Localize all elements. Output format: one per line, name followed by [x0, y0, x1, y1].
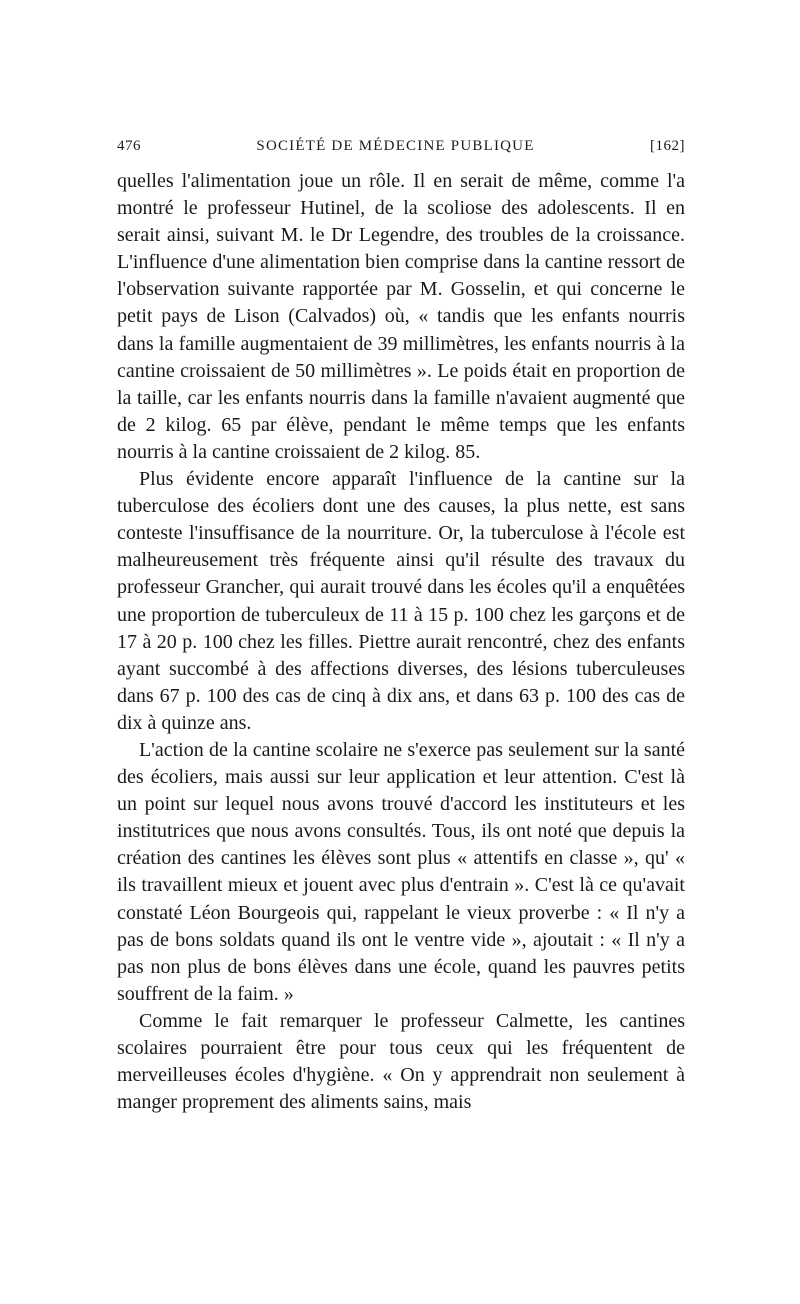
document-page [117, 138, 685, 1116]
paragraph-1: quelles l'alimentation joue un rôle. Il en serait de même, comme l'a montré le professeur Hutinel, de la scoliose des adolescents. Il en serait ainsi, suivant M. le Dr Legendre, des troubles de la croissance. L'influence d'une alimentation bien comprise dans la cantine ressort de l'observation suivante rapportée par M. Gosselin, et qui concerne le petit pays de Lison (Calvados) où, « tandis que les enfants nourris dans la famille augmentaient de 39 millimètres, les enfants nourris à la cantine croissaient de 50 millimètres ». Le poids était en proportion de la taille, car les enfants nourris dans la famille n'avaient augmenté que de 2 kilog. 65 par élève, pendant le même temps que les enfants nourris à la cantine croissaient de 2 kilog. 85. [117, 170, 685, 463]
running-title: SOCIÉTÉ DE MÉDECINE PUBLIQUE [256, 138, 535, 154]
page-number: 476 [117, 138, 141, 154]
paragraph-2: Plus évidente encore apparaît l'influence de la cantine sur la tuberculose des écoliers dont une des causes, la plus nette, est sans conteste l'insuffisance de la nourriture. Or, la tuberculose à l'école est malheureusement très fréquente ainsi qu'il résulte des travaux du professeur Grancher, qui aurait trouvé dans les écoles qu'il a enquêtées une proportion de tuberculeux de 11 à 15 p. 100 chez les garçons et de 17 à 20 p. 100 chez les filles. Piettre aurait rencontré, chez des enfants ayant succombé à des affections diverses, des lésions tuberculeuses dans 67 p. 100 des cas de cinq à dix ans, et dans 63 p. 100 des cas de dix à quinze ans. [117, 468, 685, 734]
paragraph-4: Comme le fait remarquer le professeur Calmette, les cantines scolaires pourraient être pour tous ceux qui les fréquentent de merveilleuses écoles d'hygiène. « On y apprendrait non seulement à manger proprement des aliments sains, mais [117, 1009, 685, 1114]
section-number: [162] [649, 138, 685, 154]
page-header [117, 138, 685, 168]
body-text [117, 168, 685, 1116]
paragraph-3: L'action de la cantine scolaire ne s'exerce pas seulement sur la santé des écoliers, mais aussi sur leur application et leur attention. C'est là un point sur lequel nous avons trouvé d'accord les instituteurs et les institutrices que nous avons consultés. Tous, ils ont noté que depuis la création des cantines les élèves sont plus « attentifs en classe », qu' « ils travaillent mieux et jouent avec plus d'entrain ». C'est là ce qu'avait constaté Léon Bourgeois qui, rappelant le vieux proverbe : « Il n'y a pas de bons soldats quand ils ont le ventre vide », ajoutait : « Il n'y a pas non plus de bons élèves dans une école, quand les pauvres petits souffrent de la faim. » [117, 738, 685, 1005]
